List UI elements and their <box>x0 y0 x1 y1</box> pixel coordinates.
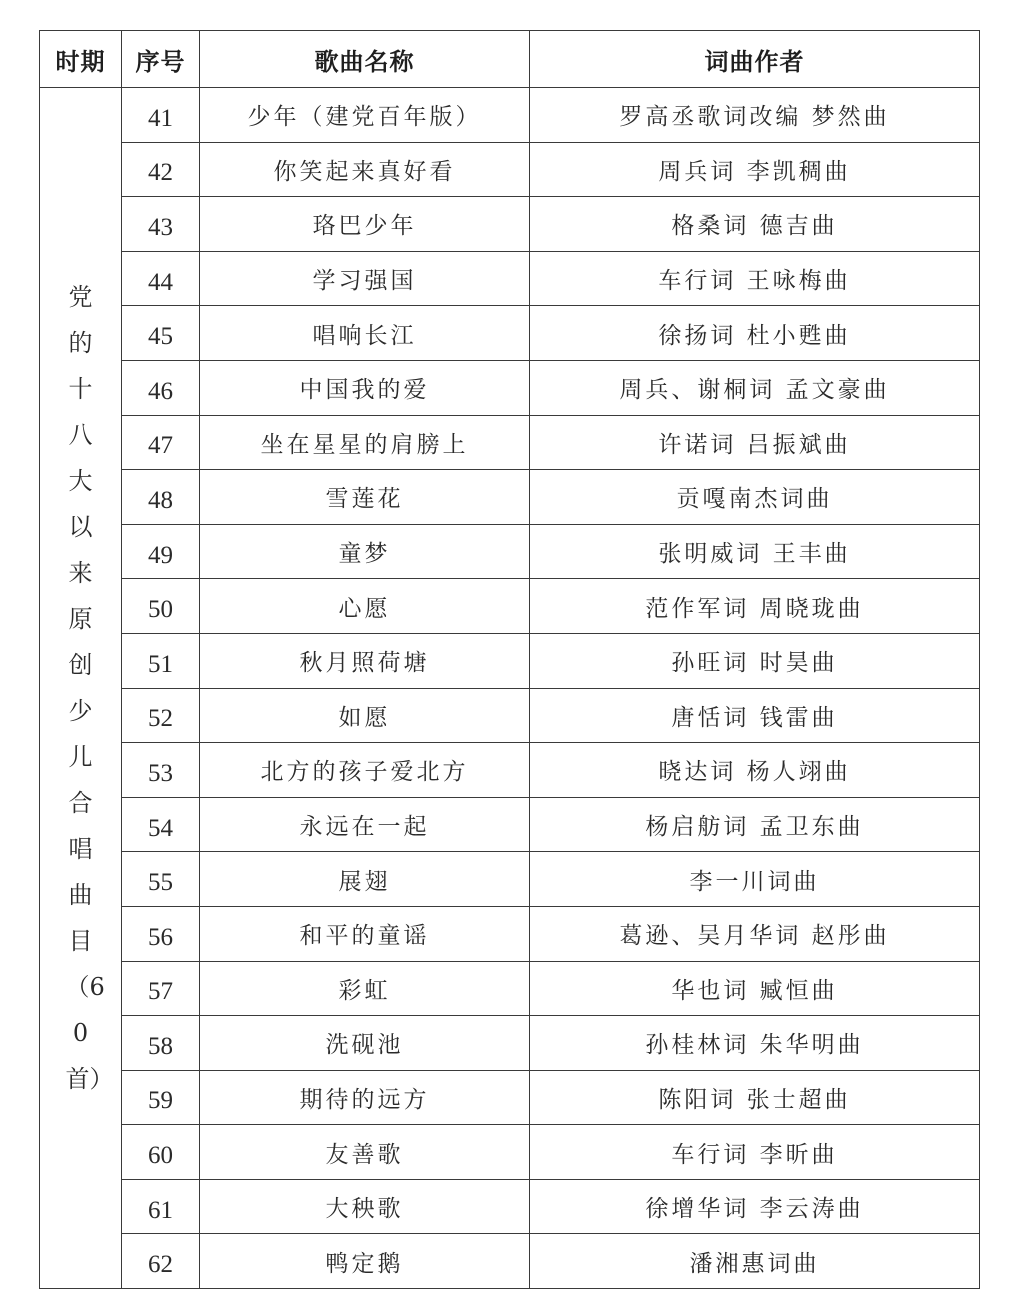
authors-cell: 葛逊、吴月华词 赵彤曲 <box>530 906 980 961</box>
song-title-cell: 唱响长江 <box>200 306 530 361</box>
header-authors: 词曲作者 <box>530 31 980 88</box>
song-title-cell: 心愿 <box>200 579 530 634</box>
number-cell: 52 <box>122 688 200 743</box>
song-title-cell: 雪莲花 <box>200 470 530 525</box>
table-row <box>40 415 980 470</box>
number-cell: 49 <box>122 524 200 579</box>
period-label: 党的十八大以来原创少儿合唱曲目（60首） <box>65 283 114 1094</box>
table-row <box>40 961 980 1016</box>
song-title-cell: 洗砚池 <box>200 1016 530 1071</box>
table-row <box>40 524 980 579</box>
song-title-cell: 秋月照荷塘 <box>200 633 530 688</box>
song-title-cell: 鸭定鹅 <box>200 1234 530 1289</box>
authors-cell: 许诺词 吕振斌曲 <box>530 415 980 470</box>
number-cell: 44 <box>122 251 200 306</box>
number-cell: 57 <box>122 961 200 1016</box>
number-cell: 53 <box>122 743 200 798</box>
song-title-cell: 坐在星星的肩膀上 <box>200 415 530 470</box>
authors-cell: 孙旺词 时昊曲 <box>530 633 980 688</box>
table-row <box>40 743 980 798</box>
number-cell: 43 <box>122 197 200 252</box>
table-row <box>40 852 980 907</box>
song-title-cell: 你笑起来真好看 <box>200 142 530 197</box>
table-row <box>40 88 980 143</box>
authors-cell: 潘湘惠词曲 <box>530 1234 980 1289</box>
header-row <box>40 31 980 88</box>
period-cell <box>40 88 122 1289</box>
song-title-cell: 和平的童谣 <box>200 906 530 961</box>
header-song: 歌曲名称 <box>200 31 530 88</box>
table-row <box>40 688 980 743</box>
number-cell: 61 <box>122 1179 200 1234</box>
number-cell: 56 <box>122 906 200 961</box>
song-title-cell: 学习强国 <box>200 251 530 306</box>
authors-cell: 贡嘎南杰词曲 <box>530 470 980 525</box>
table-row <box>40 1016 980 1071</box>
table-row <box>40 797 980 852</box>
song-table <box>39 30 980 1289</box>
authors-cell: 徐增华词 李云涛曲 <box>530 1179 980 1234</box>
authors-cell: 陈阳词 张士超曲 <box>530 1070 980 1125</box>
song-title-cell: 少年（建党百年版） <box>200 88 530 143</box>
authors-cell: 周兵、谢桐词 孟文豪曲 <box>530 360 980 415</box>
song-title-cell: 北方的孩子爱北方 <box>200 743 530 798</box>
authors-cell: 李一川词曲 <box>530 852 980 907</box>
number-cell: 62 <box>122 1234 200 1289</box>
song-title-cell: 友善歌 <box>200 1125 530 1180</box>
authors-cell: 唐恬词 钱雷曲 <box>530 688 980 743</box>
table-row <box>40 1070 980 1125</box>
number-cell: 50 <box>122 579 200 634</box>
number-cell: 58 <box>122 1016 200 1071</box>
table-row <box>40 633 980 688</box>
song-title-cell: 童梦 <box>200 524 530 579</box>
table-row <box>40 1179 980 1234</box>
authors-cell: 周兵词 李凯稠曲 <box>530 142 980 197</box>
song-title-cell: 展翅 <box>200 852 530 907</box>
song-title-cell: 中国我的爱 <box>200 360 530 415</box>
table-body <box>40 88 980 1289</box>
authors-cell: 孙桂林词 朱华明曲 <box>530 1016 980 1071</box>
table-row <box>40 251 980 306</box>
song-title-cell: 期待的远方 <box>200 1070 530 1125</box>
table-row <box>40 306 980 361</box>
song-title-cell: 珞巴少年 <box>200 197 530 252</box>
authors-cell: 张明威词 王丰曲 <box>530 524 980 579</box>
number-cell: 59 <box>122 1070 200 1125</box>
song-title-cell: 永远在一起 <box>200 797 530 852</box>
song-title-cell: 彩虹 <box>200 961 530 1016</box>
table-row <box>40 142 980 197</box>
number-cell: 42 <box>122 142 200 197</box>
table-row <box>40 470 980 525</box>
authors-cell: 格桑词 德吉曲 <box>530 197 980 252</box>
table-row <box>40 197 980 252</box>
authors-cell: 晓达词 杨人翊曲 <box>530 743 980 798</box>
number-cell: 47 <box>122 415 200 470</box>
number-cell: 45 <box>122 306 200 361</box>
table-row <box>40 1234 980 1289</box>
authors-cell: 华也词 臧恒曲 <box>530 961 980 1016</box>
table-row <box>40 360 980 415</box>
table-row <box>40 906 980 961</box>
authors-cell: 车行词 王咏梅曲 <box>530 251 980 306</box>
number-cell: 60 <box>122 1125 200 1180</box>
authors-cell: 徐扬词 杜小甦曲 <box>530 306 980 361</box>
number-cell: 48 <box>122 470 200 525</box>
authors-cell: 罗高丞歌词改编 梦然曲 <box>530 88 980 143</box>
song-title-cell: 大秧歌 <box>200 1179 530 1234</box>
table-row <box>40 579 980 634</box>
number-cell: 46 <box>122 360 200 415</box>
number-cell: 54 <box>122 797 200 852</box>
authors-cell: 范作军词 周晓珑曲 <box>530 579 980 634</box>
authors-cell: 杨启舫词 孟卫东曲 <box>530 797 980 852</box>
number-cell: 41 <box>122 88 200 143</box>
song-title-cell: 如愿 <box>200 688 530 743</box>
table-row <box>40 1125 980 1180</box>
number-cell: 55 <box>122 852 200 907</box>
authors-cell: 车行词 李昕曲 <box>530 1125 980 1180</box>
header-number: 序号 <box>122 31 200 88</box>
header-period: 时期 <box>40 31 122 88</box>
number-cell: 51 <box>122 633 200 688</box>
